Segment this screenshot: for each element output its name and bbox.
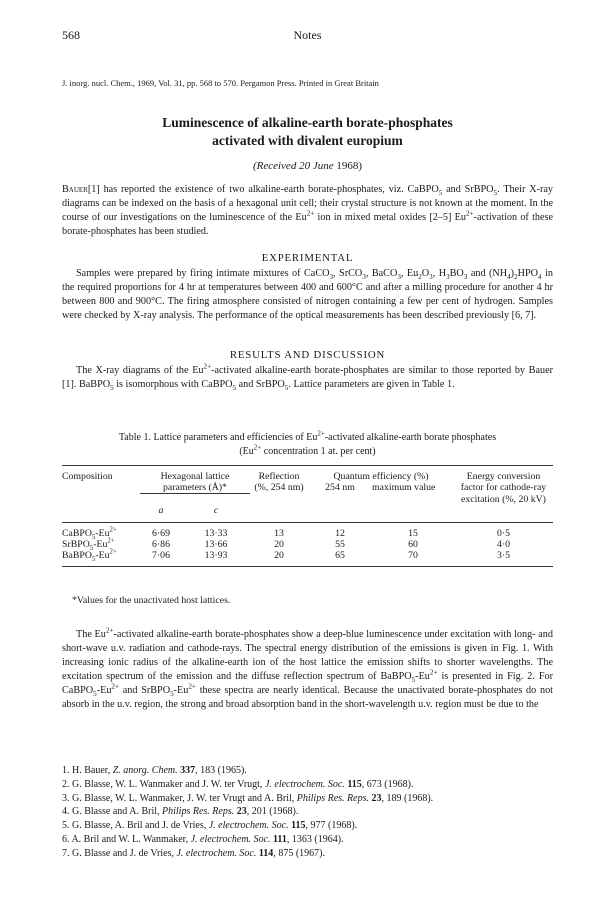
cell-energy: 0·5 bbox=[496, 527, 511, 539]
header-qe-254: 254 nm bbox=[325, 482, 355, 493]
table-row bbox=[62, 522, 553, 539]
experimental-heading: EXPERIMENTAL bbox=[261, 252, 354, 264]
table-caption: Table 1. Lattice parameters and efficiencies of $Eu^{2+}$-activated alkaline-earth borate phosphates ($Eu^{2+}$ concentration 1 at. per cent) bbox=[118, 429, 497, 457]
list-item: 3. G. Blasse, W. L. Wanmaker, J. W. ter Vrugt and A. Bril, Philips Res. Reps. 23, 189 (1968). bbox=[62, 792, 434, 804]
results-paragraph: The X-ray diagrams of the $Eu^{2+}$-activated alkaline-earth borate-phosphates are similar to those reported by Bauer [1]. BaBPO$_5$ is isomorphous with CaBPO$_5$ and SrBPO$_5$. Lattice parameters are given in Table 1. bbox=[62, 362, 554, 393]
article-title-line-2: activated with divalent europium bbox=[212, 133, 403, 148]
header-energy-conversion: Energy conversion bbox=[466, 471, 541, 482]
header-lattice-units: parameters (Å)* bbox=[163, 482, 227, 493]
discussion-paragraph: The $Eu^{2+}$-activated alkaline-earth borate-phosphates show a deep-blue luminescence under excitation with long- and short-wave u.v. radiation and cathode-rays. The spectral energy distribution of the emissions is given in Fig. 1. With increasing ionic radius of the alkaline-earth ion of the host lattice the emission shifts to shorter wavelengths. The excitation spectrum of the emission and the diffuse reflection spectrum of $BaBPO_5-Eu^{2+}$ is presented in Fig. 2. For $CaBPO_5-Eu^{2+}$ and $SrBPO_5-Eu^{2+}$ these spectra are nearly identical. Because the unactivated borate-phosphates do not absorb in the u.v. region, the strong and broad absorption band in the short-wavelength u.v. region must be due to the bbox=[62, 626, 553, 710]
experimental-paragraph: Samples were prepared by firing intimate mixtures of CaCO$_3$, SrCO$_3$, BaCO$_3$, $Eu_2O_3$, $H_3BO_3$ and $(NH_4)_2HPO_4$ in the required proportions for 4 hr at temperatures between 400 and 600°C and after a milling procedure for another 4 hr between 800 and 900°C. The firing atmosphere consisted of nitrogen containing a few per cent of hydrogen. Samples were checked by X-ray analysis. The performance of the optical measurements has been described previously [6, 7]. bbox=[62, 268, 553, 321]
article-title-line-1: Luminescence of alkaline-earth borate-phosphates bbox=[162, 115, 453, 130]
cell-qe-254: 65 bbox=[335, 549, 345, 561]
cell-a: 6·86 bbox=[152, 538, 170, 550]
header-param-c: c bbox=[213, 504, 219, 516]
cell-a: 6·69 bbox=[152, 527, 170, 539]
header-quantum-efficiency: Quantum efficiency (%) bbox=[333, 471, 429, 482]
running-title: Notes bbox=[293, 28, 322, 42]
header-reflection-units: (%, 254 nm) bbox=[254, 482, 304, 493]
table-header-row-3 bbox=[62, 494, 553, 505]
cell-energy: 3·5 bbox=[496, 549, 511, 561]
cell-qe-254: 12 bbox=[335, 527, 345, 539]
received-date: (Received 20 June 1968) bbox=[252, 160, 363, 172]
table-row bbox=[62, 539, 553, 550]
list-item: 1. H. Bauer, Z. anorg. Chem. 337, 183 (1965). bbox=[62, 765, 247, 776]
cell-composition: $CaBPO_5-Eu^{2+}$ bbox=[62, 526, 117, 541]
cell-c: 13·33 bbox=[204, 527, 228, 539]
reference-list bbox=[62, 764, 553, 861]
cell-qe-max: 60 bbox=[408, 538, 418, 550]
header-composition: Composition bbox=[62, 471, 113, 482]
table-header-row-2 bbox=[62, 482, 553, 494]
list-item: 6. A. Bril and W. L. Wanmaker, J. electrochem. Soc. 111, 1363 (1964). bbox=[62, 833, 344, 845]
cell-c: 13·93 bbox=[204, 549, 228, 561]
cell-reflection: 13 bbox=[274, 527, 284, 539]
header-reflection: Reflection bbox=[258, 471, 300, 482]
table-row bbox=[62, 550, 553, 567]
cell-qe-254: 55 bbox=[335, 538, 345, 550]
table-footnote: *Values for the unactivated host lattices. bbox=[72, 595, 231, 606]
cell-c: 13·66 bbox=[204, 538, 228, 550]
cell-a: 7·06 bbox=[152, 549, 170, 561]
list-item: 4. G. Blasse and A. Bril, Philips Res. Reps. 23, 201 (1968). bbox=[62, 806, 299, 818]
header-energy-line-2: factor for cathode-ray bbox=[460, 482, 547, 493]
cell-reflection: 20 bbox=[274, 549, 284, 561]
list-item: 2. G. Blasse, W. L. Wanmaker and J. W. ter Vrugt, J. electrochem. Soc. 115, 673 (1968). bbox=[62, 778, 414, 790]
journal-citation-line: J. inorg. nucl. Chem., 1969, Vol. 31, pp. 568 to 570. Pergamon Press. Printed in Great Britain bbox=[62, 78, 379, 88]
intro-paragraph: Bauer[1] has reported the existence of two alkaline-earth borate-phosphates, viz. CaBPO$_5$ and SrBPO$_5$. Their X-ray diagrams can be indexed on the basis of a hexagonal unit cell; their crystal structure is not known at the moment. In the course of our investigations on the luminescence of the $Eu^{2+}$ ion in mixed metal oxides [2–5] $Eu^{2+}$-activation of these borate-phosphates has been studied. bbox=[62, 184, 553, 237]
list-item: 7. G. Blasse and J. de Vries, J. electrochem. Soc. 114, 875 (1967). bbox=[62, 847, 325, 859]
header-energy-line-3: excitation (%, 20 kV) bbox=[461, 493, 546, 505]
cell-qe-max: 15 bbox=[408, 527, 418, 539]
cell-reflection: 20 bbox=[274, 538, 284, 550]
cell-qe-max: 70 bbox=[408, 549, 418, 561]
cell-composition: $BaBPO_5-Eu^{2+}$ bbox=[62, 548, 117, 563]
header-lattice: Hexagonal lattice bbox=[160, 471, 230, 482]
article-title bbox=[0, 114, 615, 150]
list-item: 5. G. Blasse, A. Bril and J. de Vries, J. electrochem. Soc. 115, 977 (1968). bbox=[62, 820, 358, 832]
results-heading: RESULTS AND DISCUSSION bbox=[229, 349, 386, 361]
cell-composition: $SrBPO_5-Eu^{2+}$ bbox=[62, 537, 115, 552]
header-qe-max: maximum value bbox=[372, 482, 436, 493]
page-number: 568 bbox=[62, 28, 80, 42]
table-header-row-4 bbox=[62, 505, 553, 523]
header-param-a: a bbox=[158, 504, 164, 516]
lattice-parameters-table bbox=[62, 465, 553, 567]
cell-energy: 4·0 bbox=[496, 538, 511, 550]
table-header-row-1 bbox=[62, 466, 553, 483]
